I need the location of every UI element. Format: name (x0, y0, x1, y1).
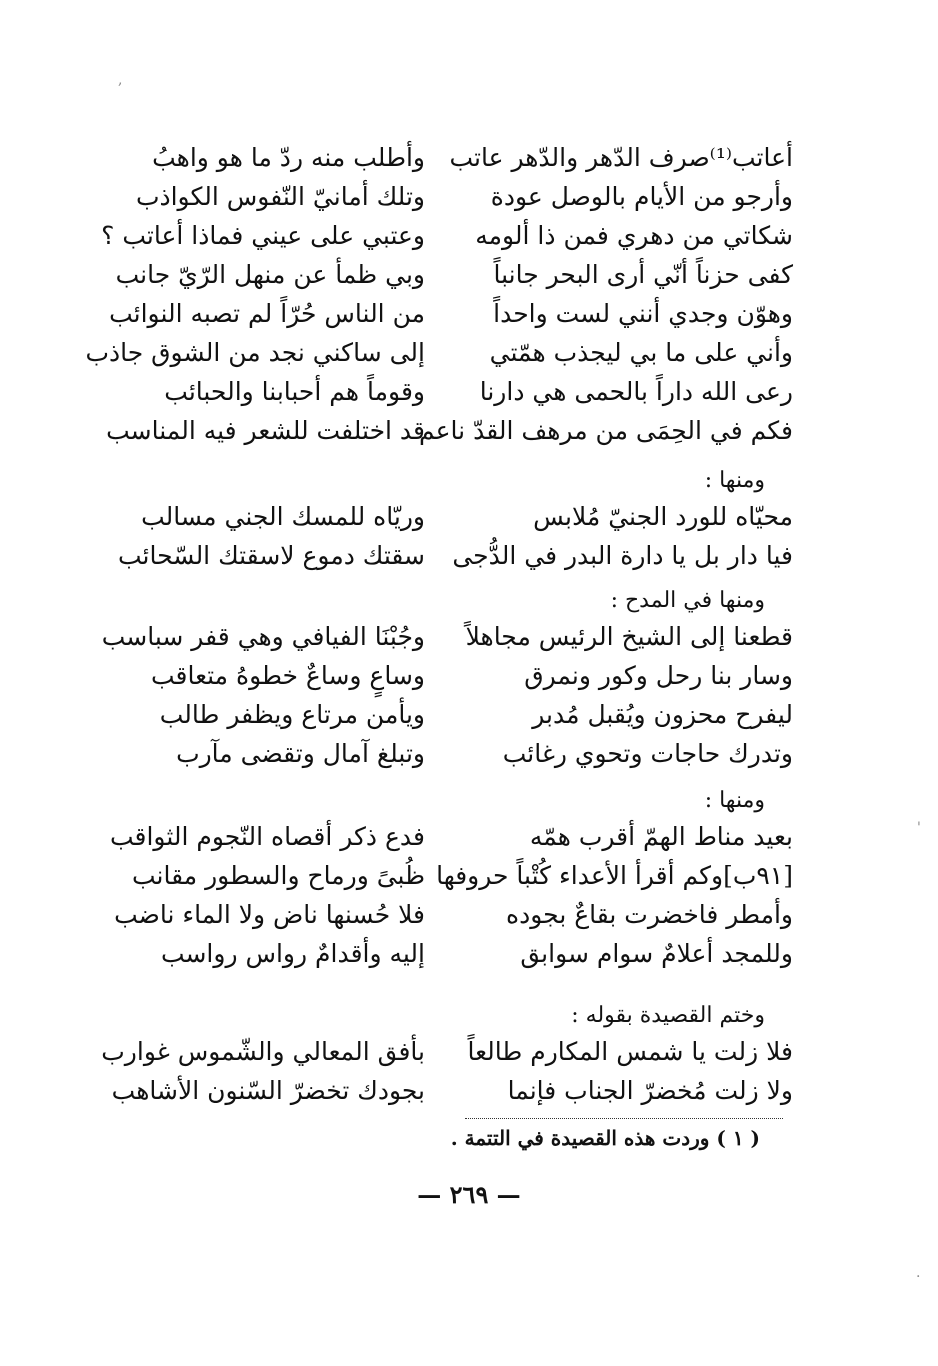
verse-first-hemistich: بعيد مناط الهمّ أقرب همّه (529, 822, 793, 851)
verse-first-hemistich: فكم في الحِمَى من مرهف القدّ ناعم (419, 416, 793, 445)
verse-second-hemistich: وبي ظمأ عن منهل الرّيّ جانب (115, 260, 425, 289)
verse-first-hemistich: قطعنا إلى الشيخ الرئيس مجاهلاً (465, 622, 793, 651)
verse-second-hemistich: وقوماً هم أحبابنا والحبائب (164, 377, 425, 406)
verse-second-hemistich: وتلك أمانيّ النّفوس الكواذب (135, 182, 425, 211)
verse-first-hemistich: وأمطر فاخضرت بقاعٌ بجوده (506, 900, 793, 929)
verse-second-hemistich: إلى ساكني نجد من الشوق جاذب (85, 338, 425, 367)
verse-second-hemistich: ظُبىً ورماح والسطور مقانب (131, 861, 425, 890)
section-heading: ومنها في المدح : (610, 588, 765, 613)
verse-first-hemistich: ليفرح محزون ويُقبل مُدبر (532, 700, 793, 729)
verse-first-hemistich: محيّاه للورد الجنيّ مُلابس (533, 502, 793, 531)
verse-first-hemistich: وهوّن وجدي أنني لست واحداً (493, 299, 793, 328)
stray-mark: , (118, 72, 123, 88)
footnote: ( ١ ) وردت هذه القصيدة في التتمة . (450, 1126, 760, 1150)
verse-first-hemistich: رعى الله داراً بالحمى هي دارنا (479, 377, 793, 406)
verse-second-hemistich: ويأمن مرتاع ويظفر طالب (159, 700, 425, 729)
stray-mark: ' (917, 820, 921, 836)
verse-first-hemistich: وسار بنا رحل وكور ونمرق (524, 661, 793, 690)
stray-mark: . (916, 1265, 921, 1281)
verse-first-hemistich: وأني على ما بي ليجذب همّتي (489, 338, 793, 367)
verse-first-hemistich: أعاتب⁽¹⁾صرف الدّهر والدّهر عاتب (449, 143, 793, 172)
section-heading: ومنها : (704, 468, 765, 493)
verse-second-hemistich: إليه وأقدامٌ رواس رواسب (160, 939, 425, 968)
verse-first-hemistich: [٩١ب]وكم أقرأ الأعداء كُتْباً حروفها (436, 861, 793, 890)
verse-first-hemistich: وتدرك حاجات وتحوي رغائب (502, 739, 793, 768)
section-heading: وختم القصيدة بقوله : (571, 1003, 765, 1028)
verse-second-hemistich: سقتك دموع لاسقتك السّحائب (118, 541, 425, 570)
verse-first-hemistich: شكاتي من دهري فمن ذا ألومه (475, 221, 793, 250)
section-heading: ومنها : (704, 788, 765, 813)
verse-first-hemistich: وأرجو من الأيام بالوصل عودة (490, 182, 793, 211)
verse-first-hemistich: وللمجد أعلامٌ سوام سوابق (520, 939, 793, 968)
verse-second-hemistich: قد اختلفت للشعر فيه المناسب (106, 416, 425, 445)
verse-second-hemistich: وأطلب منه ردّ ما هو واهبُ (152, 143, 425, 172)
verse-first-hemistich: فيا دار بل يا دارة البدر في الدُّجى (452, 541, 793, 570)
verse-second-hemistich: وتبلغ آمال وتقضى مآرب (176, 739, 425, 768)
verse-second-hemistich: وعتبي على عيني فماذا أعاتب ؟ (101, 221, 425, 250)
verse-second-hemistich: بجودك تخضرّ السّنون الأشاهب (111, 1076, 425, 1105)
verse-first-hemistich: كفى حزناً أنّي أرى البحر جانباً (493, 260, 793, 289)
verse-second-hemistich: وريّاه للمسك الجني مسالب (141, 502, 425, 531)
verse-first-hemistich: ولا زلت مُخضرّ الجناب فإنما (507, 1076, 793, 1105)
verse-second-hemistich: وجُبْنَا الفيافي وهي قفر سباسب (101, 622, 425, 651)
page-number: — ٢٦٩ — (417, 1180, 521, 1209)
verse-second-hemistich: فدع ذكر أقصاه النّجوم الثواقب (109, 822, 425, 851)
verse-second-hemistich: بأفق المعالي والشّموس غوارب (101, 1037, 425, 1066)
verse-second-hemistich: فلا حُسنها ناض ولا الماء ناضب (114, 900, 425, 929)
verse-first-hemistich: فلا زلت يا شمس المكارم طالعاً (467, 1037, 793, 1066)
verse-second-hemistich: وساعٍ وساعٌ خطوهُ متعاقب (150, 661, 425, 690)
verse-second-hemistich: من الناس حُرّاً لم تصبه النوائب (109, 299, 425, 328)
footnote-separator (465, 1118, 783, 1119)
